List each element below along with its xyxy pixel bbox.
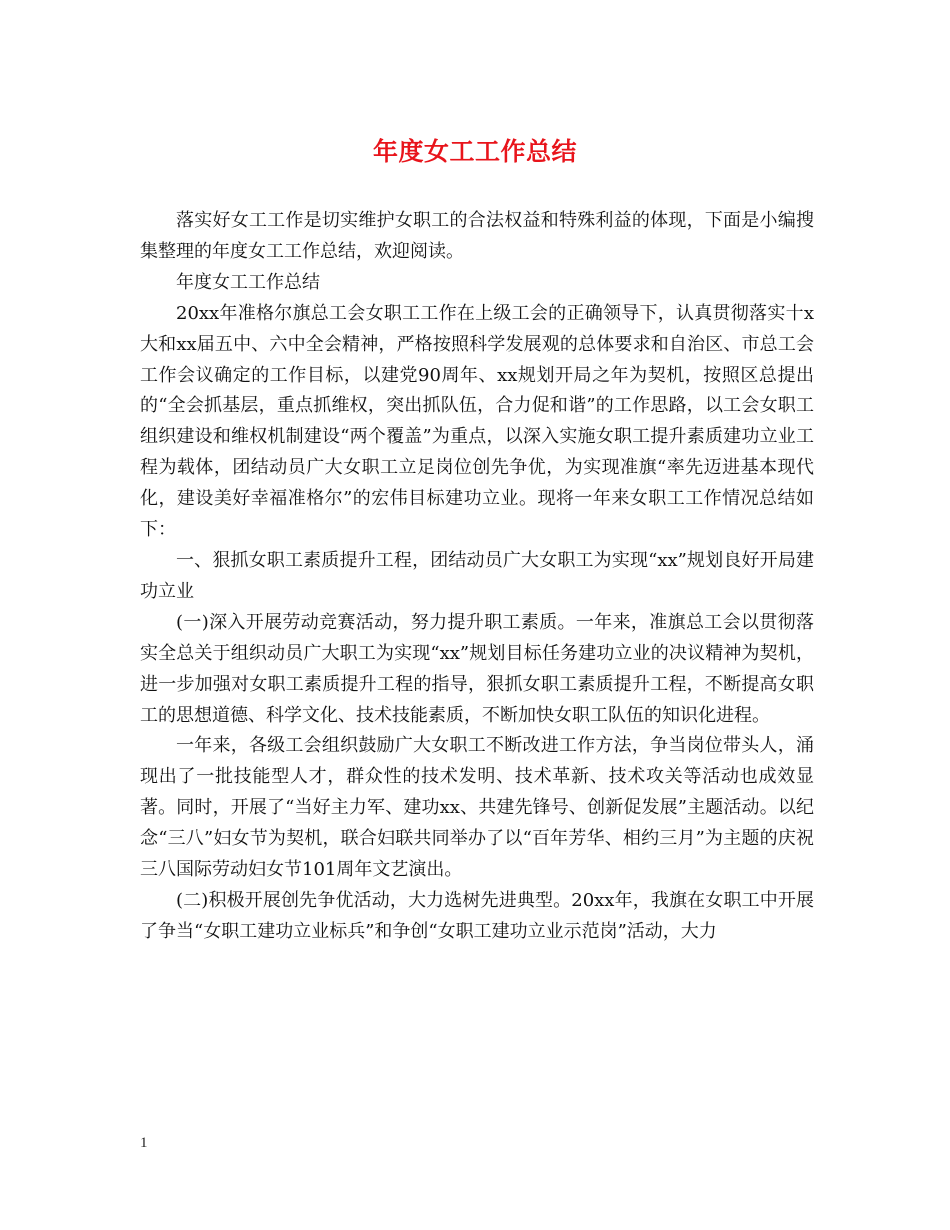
page-number: 1 xyxy=(140,1135,148,1151)
paragraph-section-one-heading: 一、狠抓女职工素质提升工程，团结动员广大女职工为实现“xx”规划良好开局建功立业 xyxy=(140,549,814,602)
paragraph-annual-activities: 一年来，各级工会组织鼓励广大女职工不断改进工作方法，争当岗位带头人，涌现出了一批技能型人才，群众性的技术发明、技术革新、技术攻关等活动也成效显著。同时，开展了“当好主力军、建功xx、共建先锋号、创新促发展”主题活动。以纪念“三八”妇女节为契机，联合妇联共同举办了以“百年芳华、相约三月”为主题的庆祝三八国际劳动妇女节101周年文艺演出。 xyxy=(140,735,814,881)
paragraph-intro: 落实好女工工作是切实维护女职工的合法权益和特殊利益的体现，下面是小编搜集整理的年度女工工作总结，欢迎阅读。 xyxy=(140,210,814,262)
paragraph-overview: 20xx年准格尔旗总工会女职工工作在上级工会的正确领导下，认真贯彻落实十x大和xx届五中、六中全会精神，严格按照科学发展观的总体要求和自治区、市总工会工作会议确定的工作目标，以建党90周年、xx规划开局之年为契机，按照区总提出的“全会抓基层，重点抓维权，突出抓队伍，合力促和谐”的工作思路，以工会女职工组织建设和维权机制建设“两个覆盖”为重点，以深入实施女职工提升素质建功立业工程为载体，团结动员广大女职工立足岗位创先争优，为实现准旗“率先迈进基本现代化，建设美好幸福准格尔”的宏伟目标建功立业。现将一年来女职工工作情况总结如下： xyxy=(140,302,814,541)
paragraph-subtitle: 年度女工工作总结 xyxy=(176,271,320,293)
document-body xyxy=(140,206,814,948)
paragraph-section-one-item-two: (二)积极开展创先争优活动，大力选树先进典型。20xx年，我旗在女职工中开展了争当“女职工建功立业标兵”和争创“女职工建功立业示范岗”活动，大力 xyxy=(140,889,814,942)
document-title: 年度女工工作总结 xyxy=(372,137,577,166)
paragraph-section-one-item-one: (一)深入开展劳动竞赛活动，努力提升职工素质。一年来，准旗总工会以贯彻落实全总关于组织动员广大职工为实现“xx”规划目标任务建功立业的决议精神为契机，进一步加强对女职工素质提升工程的指导，狠抓女职工素质提升工程，不断提高女职工的思想道德、科学文化、技术技能素质，不断加快女职工队伍的知识化进程。 xyxy=(140,611,814,726)
